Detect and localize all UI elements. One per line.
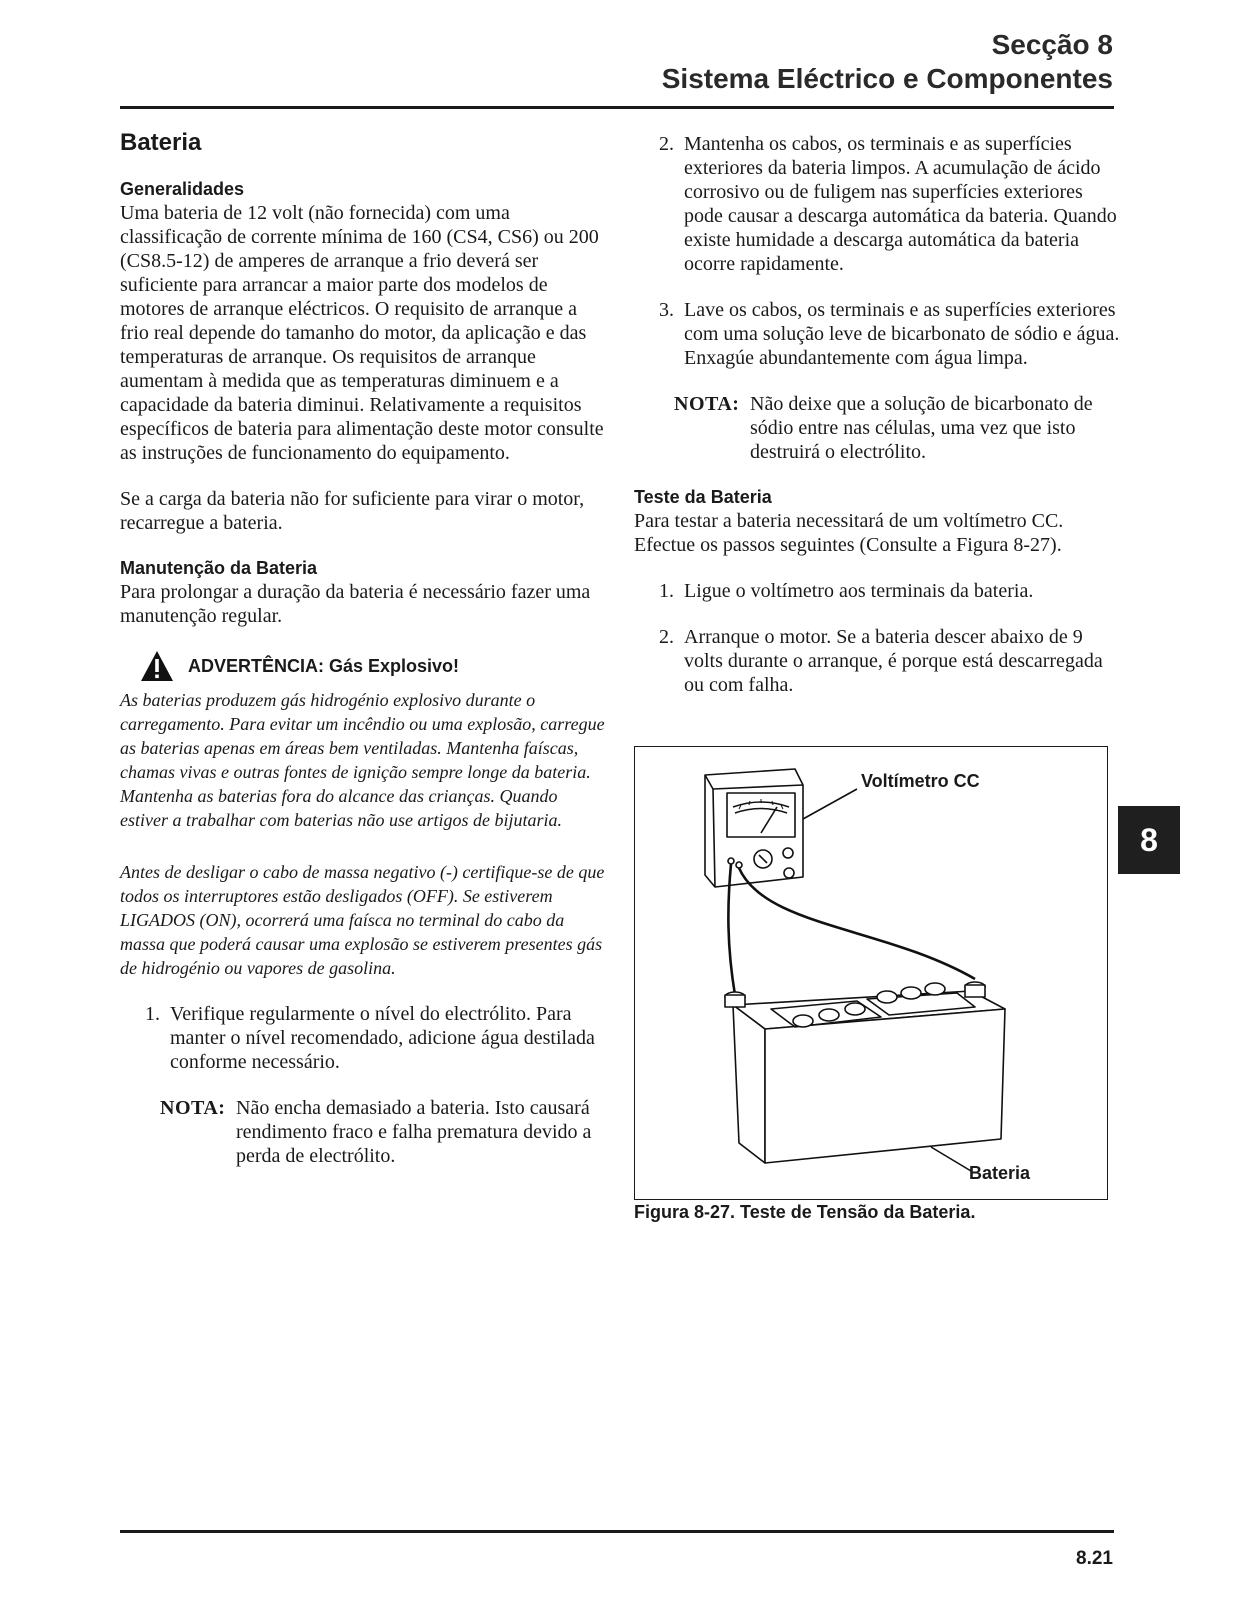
note-text: Não deixe que a solução de bicarbonato de sódio entre nas células, uma vez que isto destruirá o electrólito. bbox=[750, 393, 1093, 463]
right-column bbox=[634, 132, 1126, 697]
paragraph-generalidades: Uma bateria de 12 volt (não fornecida) com uma classificação de corrente mínima de 160 (CS4, CS6) ou 200 (CS8.5-12) de amperes de arranque a frio deverá ser suficiente para arrancar a maior parte dos modelos de motores de arranque eléctricos. O requisito de arranque a frio real depende do tamanho do motor, da aplicação e das temperaturas de arranque. Os requisitos de arranque aumentam à medida que as temperaturas diminuem e a capacidade da bateria diminui. Relativamente a requisitos específicos de bateria para alimentação deste motor consulte as instruções de funcionamento do equipamento. bbox=[120, 202, 604, 464]
step-number: 1. bbox=[145, 1003, 160, 1025]
label-battery: Bateria bbox=[969, 1163, 1031, 1183]
heading-manutencao: Manutenção da Bateria bbox=[120, 558, 318, 578]
step-number: 3. bbox=[659, 299, 674, 321]
section-number: Secção 8 bbox=[991, 29, 1113, 60]
section-title: Sistema Eléctrico e Componentes bbox=[661, 63, 1113, 94]
warning-triangle-icon bbox=[140, 650, 174, 682]
paragraph-teste: Para testar a bateria necessitará de um voltímetro CC. Efectue os passos seguintes (Consulte a Figura 8-27). bbox=[634, 510, 1064, 556]
step-text: Lave os cabos, os terminais e as superfícies exteriores com uma solução leve de bicarbonato de sódio e água. Enxagúe abundantemente com água limpa. bbox=[684, 299, 1120, 369]
battery-voltmeter-illustration bbox=[635, 747, 1107, 1199]
note-electrolyte bbox=[160, 1096, 608, 1168]
maintenance-steps bbox=[120, 1002, 608, 1074]
step-text: Verifique regularmente o nível do electrólito. Para manter o nível recomendado, adicione água destilada conforme necessário. bbox=[170, 1003, 595, 1073]
label-voltmeter: Voltímetro CC bbox=[861, 771, 980, 791]
footer-rule bbox=[120, 1530, 1114, 1533]
list-item bbox=[120, 1002, 608, 1074]
page-number: 8.21 bbox=[1076, 1548, 1113, 1569]
list-item bbox=[634, 625, 1126, 697]
list-item bbox=[634, 132, 1126, 276]
list-item bbox=[634, 579, 1126, 603]
paragraph-manutencao: Para prolongar a duração da bateria é necessário fazer uma manutenção regular. bbox=[120, 581, 591, 627]
step-text: Arranque o motor. Se a bateria descer abaixo de 9 volts durante o arranque, é porque está descarregada ou com falha. bbox=[684, 626, 1103, 696]
heading-teste: Teste da Bateria bbox=[634, 487, 772, 507]
step-text: Mantenha os cabos, os terminais e as superfícies exteriores da bateria limpos. A acumulação de ácido corrosivo ou de fuligem nas superfícies exteriores pode causar a descarga automática da bateria. Quando existe humidade a descarga automática da bateria ocorre rapidamente. bbox=[684, 133, 1117, 275]
warning-paragraph-1: As baterias produzem gás hidrogénio explosivo durante o carregamento. Para evitar um incêndio ou uma explosão, carregue as baterias apenas em áreas bem ventiladas. Mantenha faíscas, chamas vivas e outras fontes de ignição sempre longe da bateria. Mantenha as baterias fora do alcance das crianças. Quando estiver a trabalhar com baterias não use artigos de bijutaria. bbox=[120, 690, 605, 830]
warning-paragraph-2: Antes de desligar o cabo de massa negativo (-) certifique-se de que todos os interruptores estão desligados (OFF). Se estiverem LIGADOS (ON), ocorrerá uma faísca no terminal do cabo da massa que poderá causar uma explosão se estiverem presentes gás de hidrogénio ou vapores de gasolina. bbox=[120, 862, 605, 978]
step-text: Ligue o voltímetro aos terminais da bateria. bbox=[684, 580, 1034, 602]
section-tab-marker: 8 bbox=[1118, 806, 1180, 874]
page-header bbox=[662, 28, 1113, 96]
heading-generalidades: Generalidades bbox=[120, 179, 245, 199]
note-label: NOTA: bbox=[160, 1097, 226, 1119]
maintenance-steps-continued bbox=[634, 132, 1126, 370]
list-item bbox=[634, 298, 1126, 370]
header-rule bbox=[120, 106, 1114, 109]
note-label: NOTA: bbox=[674, 393, 740, 415]
left-column bbox=[120, 128, 608, 1168]
step-number: 2. bbox=[659, 133, 674, 155]
note-bicarbonate bbox=[674, 392, 1126, 464]
step-number: 2. bbox=[659, 626, 674, 648]
test-steps bbox=[634, 579, 1126, 697]
warning-title: ADVERTÊNCIA: Gás Explosivo! bbox=[188, 655, 460, 676]
figure-battery-test bbox=[634, 746, 1108, 1200]
paragraph-recarga: Se a carga da bateria não for suficiente para virar o motor, recarregue a bateria. bbox=[120, 488, 585, 534]
warning-heading bbox=[140, 650, 608, 682]
step-number: 1. bbox=[659, 580, 674, 602]
heading-bateria: Bateria bbox=[120, 129, 202, 156]
note-text: Não encha demasiado a bateria. Isto causará rendimento fraco e falha prematura devido a perda de electrólito. bbox=[236, 1097, 592, 1167]
figure-caption: Figura 8-27. Teste de Tensão da Bateria. bbox=[634, 1202, 976, 1222]
